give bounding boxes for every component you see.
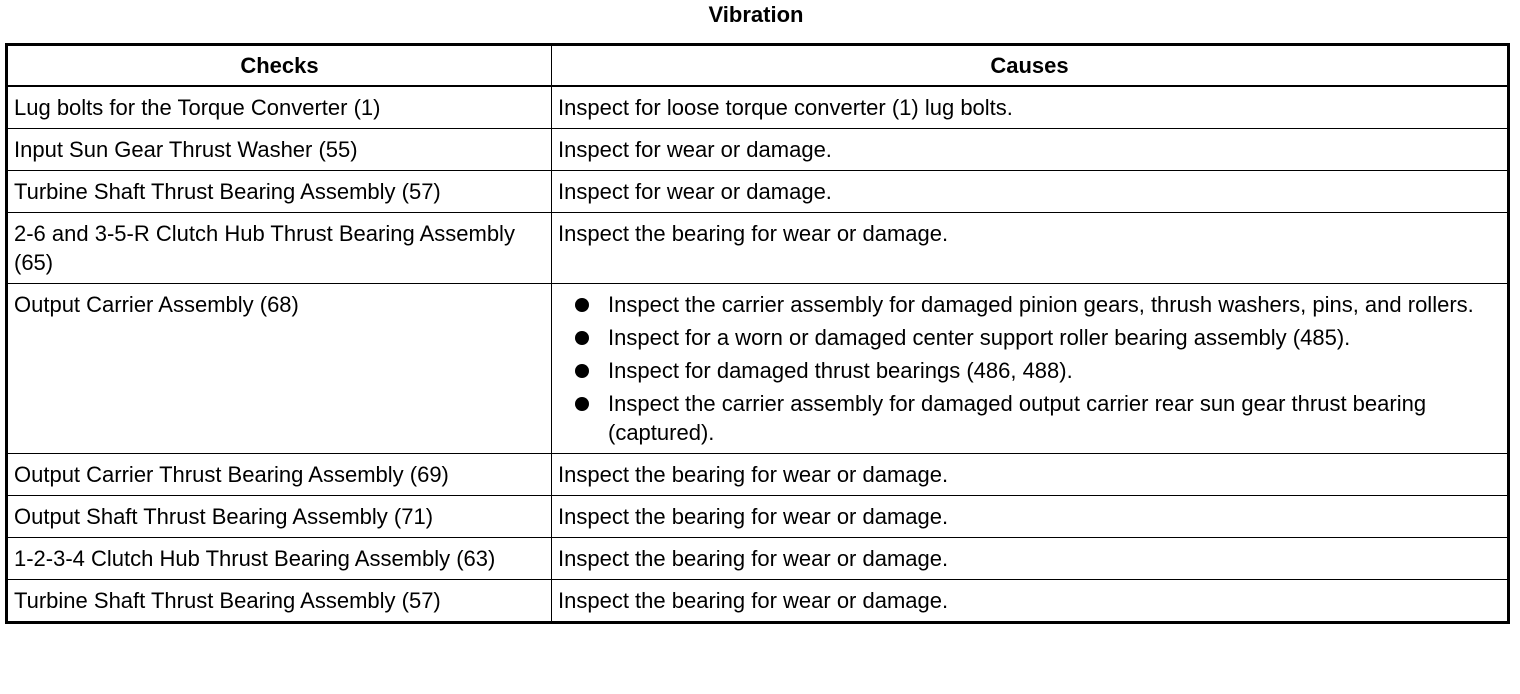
check-cell: 1-2-3-4 Clutch Hub Thrust Bearing Assembly (63) — [7, 538, 552, 580]
table-row — [7, 86, 1509, 129]
check-cell: Output Shaft Thrust Bearing Assembly (71) — [7, 496, 552, 538]
list-item — [558, 290, 1501, 319]
list-item — [558, 389, 1501, 447]
table-row — [7, 129, 1509, 171]
bullet-icon — [575, 397, 589, 411]
bullet-text: Inspect the carrier assembly for damaged output carrier rear sun gear thrust bearing (captured). — [608, 391, 1427, 445]
page-title: Vibration — [708, 2, 804, 27]
check-cell: Input Sun Gear Thrust Washer (55) — [7, 129, 552, 171]
causes-column-header: Causes — [552, 45, 1509, 87]
header-row — [7, 45, 1509, 87]
bullet-text: Inspect the carrier assembly for damaged pinion gears, thrush washers, pins, and rollers. — [608, 292, 1474, 317]
list-item — [558, 356, 1501, 385]
cause-cell: Inspect for wear or damage. — [552, 171, 1509, 213]
cause-cell-bulleted — [552, 284, 1509, 454]
checks-column-header: Checks — [7, 45, 552, 87]
cause-cell: Inspect the bearing for wear or damage. — [552, 580, 1509, 623]
bullet-icon — [575, 364, 589, 378]
check-cell: Output Carrier Assembly (68) — [7, 284, 552, 454]
table-row — [7, 454, 1509, 496]
table-row — [7, 580, 1509, 623]
check-cell: 2-6 and 3-5-R Clutch Hub Thrust Bearing Assembly (65) — [7, 213, 552, 284]
bullet-icon — [575, 298, 589, 312]
cause-cell: Inspect the bearing for wear or damage. — [552, 538, 1509, 580]
vibration-table — [5, 43, 1510, 624]
check-cell: Lug bolts for the Torque Converter (1) — [7, 86, 552, 129]
bullet-text: Inspect for a worn or damaged center support roller bearing assembly (485). — [608, 325, 1351, 350]
table-row — [7, 284, 1509, 454]
table-row — [7, 496, 1509, 538]
cause-cell: Inspect for loose torque converter (1) lug bolts. — [552, 86, 1509, 129]
cause-cell: Inspect the bearing for wear or damage. — [552, 213, 1509, 284]
list-item — [558, 323, 1501, 352]
table-row — [7, 171, 1509, 213]
bullet-text: Inspect for damaged thrust bearings (486, 488). — [608, 358, 1073, 383]
bullet-icon — [575, 331, 589, 345]
cause-cell: Inspect the bearing for wear or damage. — [552, 496, 1509, 538]
check-cell: Turbine Shaft Thrust Bearing Assembly (57) — [7, 580, 552, 623]
table-row — [7, 538, 1509, 580]
check-cell: Turbine Shaft Thrust Bearing Assembly (57) — [7, 171, 552, 213]
bullet-list — [558, 290, 1501, 447]
cause-cell: Inspect for wear or damage. — [552, 129, 1509, 171]
cause-cell: Inspect the bearing for wear or damage. — [552, 454, 1509, 496]
check-cell: Output Carrier Thrust Bearing Assembly (69) — [7, 454, 552, 496]
table-row — [7, 213, 1509, 284]
